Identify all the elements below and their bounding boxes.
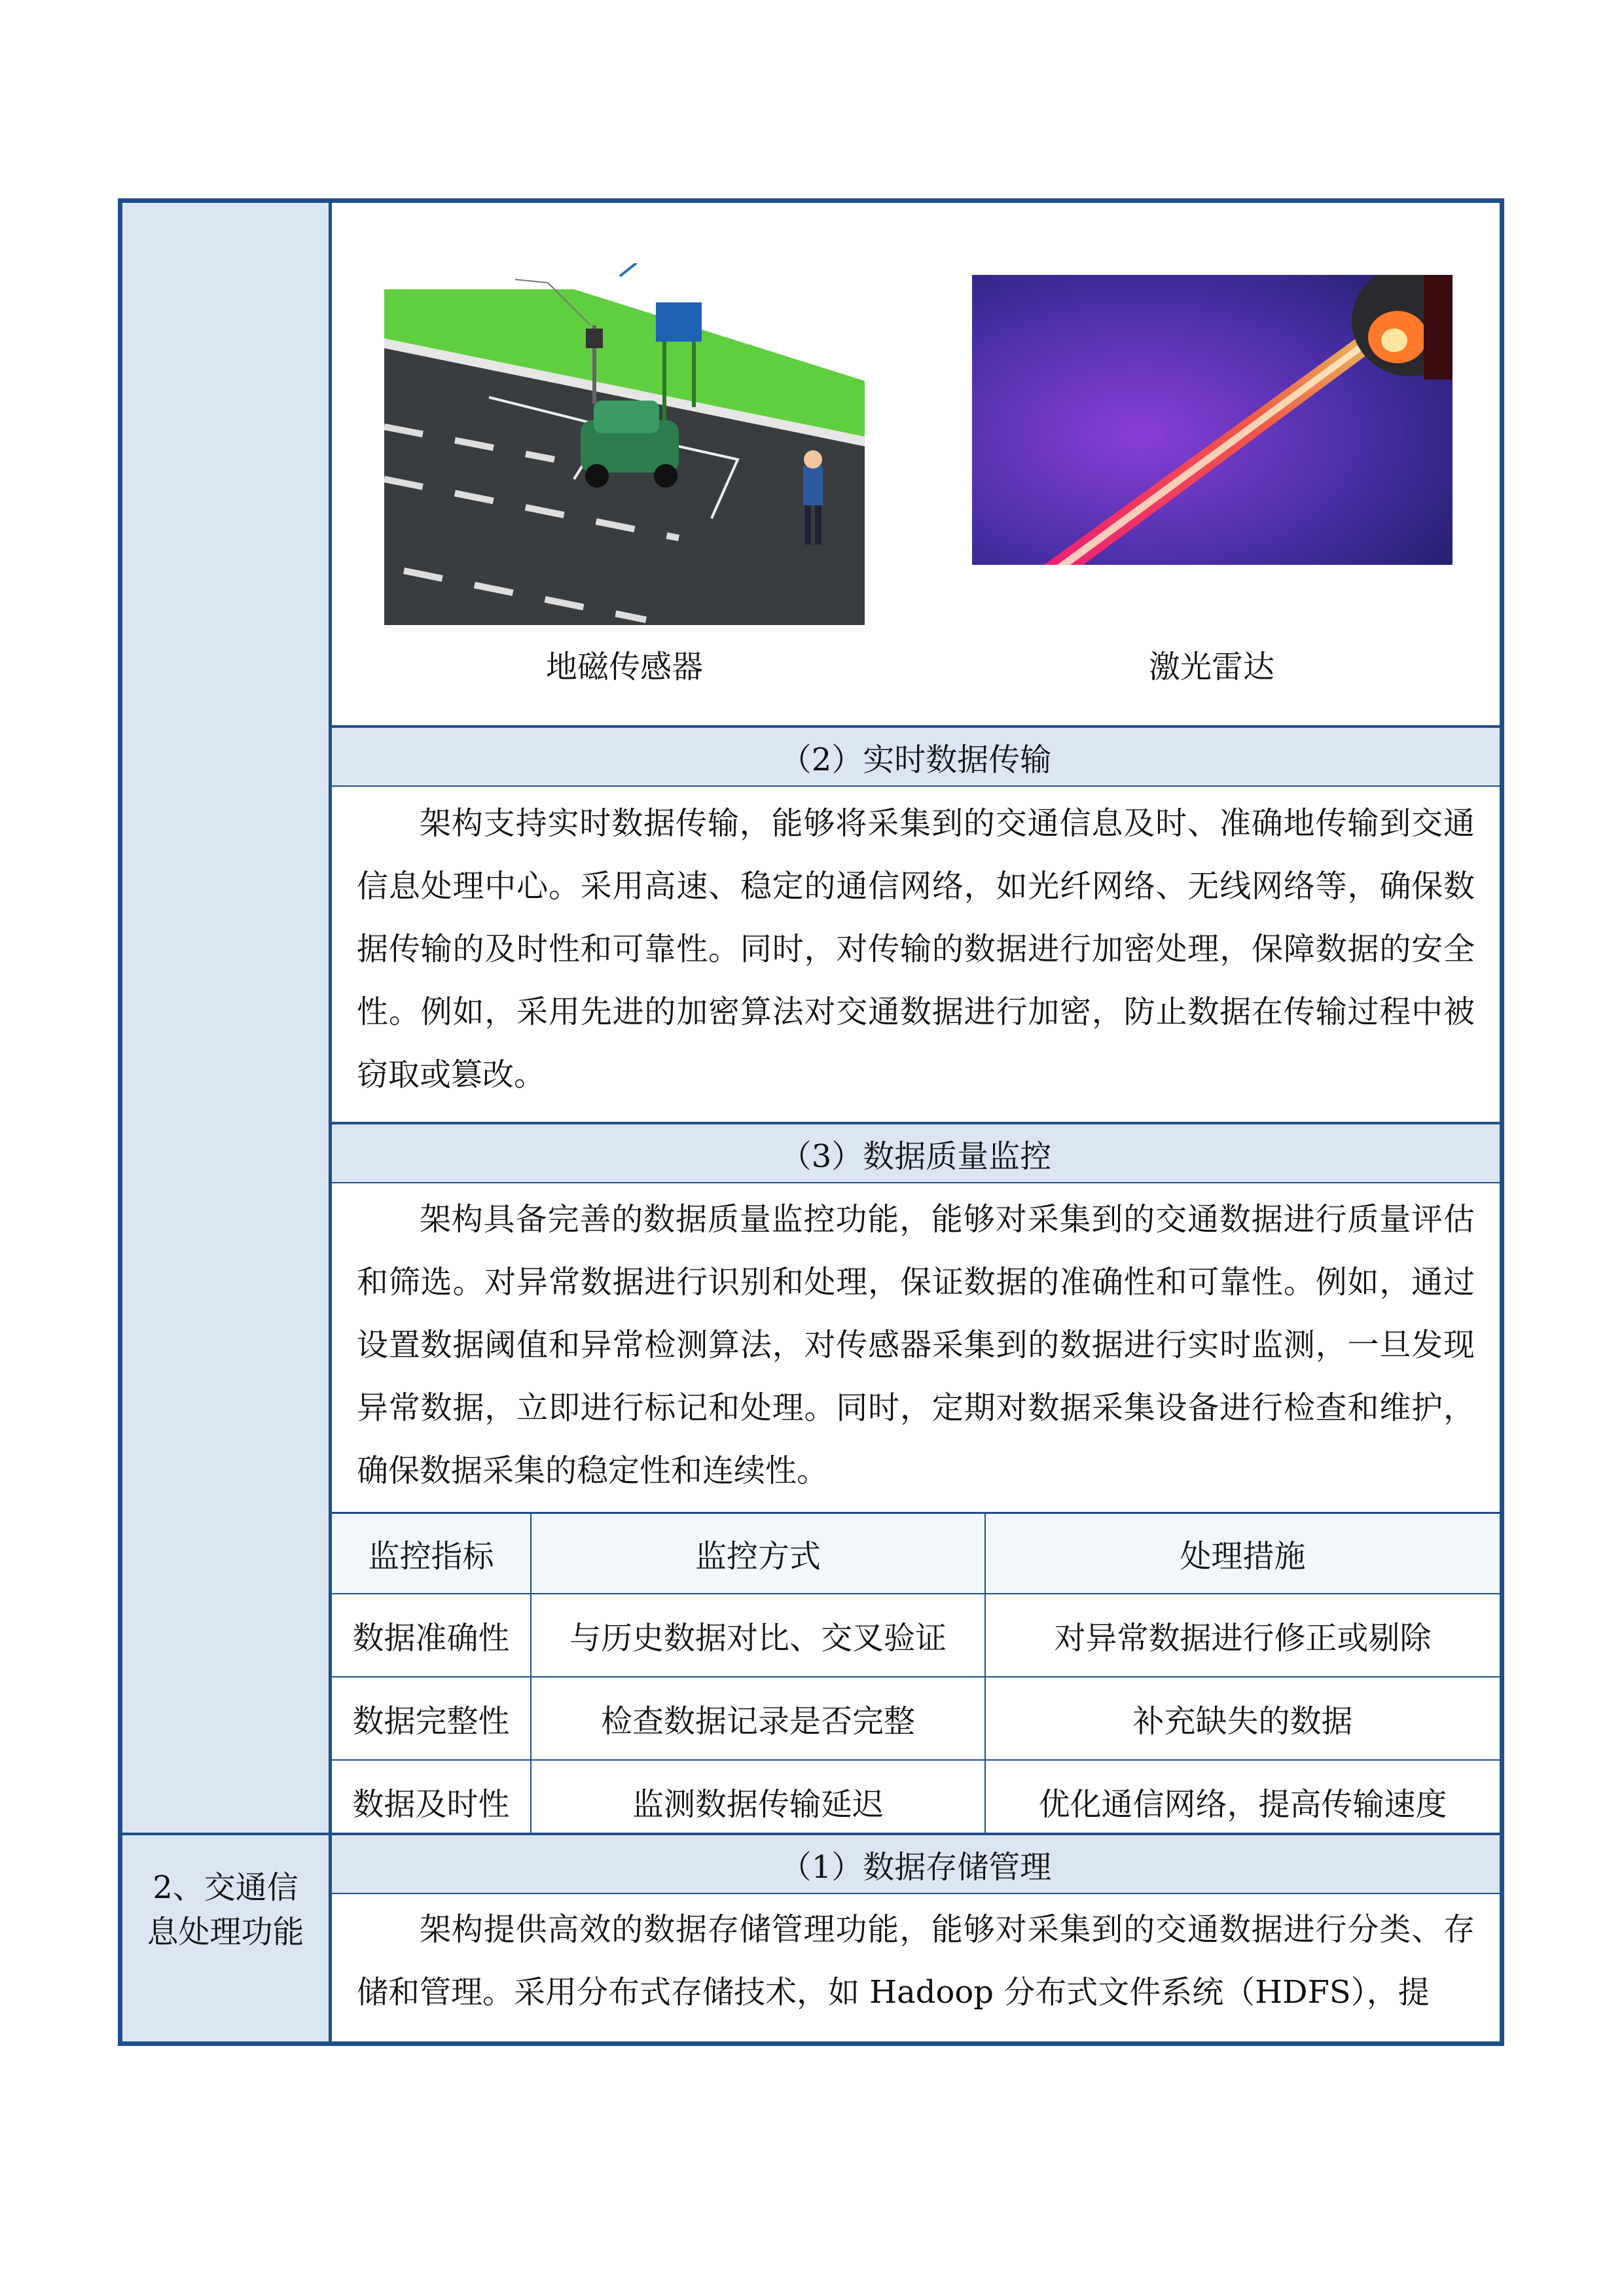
table-header-cell: 监控方式 — [531, 1514, 985, 1594]
laser-lidar-image — [972, 275, 1453, 565]
right-content-column — [332, 203, 1500, 2041]
paragraph-quality: 架构具备完善的数据质量监控功能，能够对采集到的交通数据进行质量评估和筛选。对异常数据进行识别和处理，保证数据的准确性和可靠性。例如，通过设置数据阈值和异常检测算法，对传感器采集到的数据进行实时监测，一旦发现异常数据，立即进行标记和处理。同时，定期对数据采集设备进行检查和维护，确保数据采集的稳定性和连续性。 — [357, 1201, 1475, 1489]
table-header-cell: 处理措施 — [985, 1514, 1500, 1594]
section-header-storage: （1）数据存储管理 — [332, 1835, 1500, 1893]
image-caption-lidar: 激光雷达 — [1148, 649, 1274, 685]
table-header-row — [332, 1514, 1500, 1594]
table-cell: 检查数据记录是否完整 — [531, 1677, 985, 1760]
paragraph-storage: 架构提供高效的数据存储管理功能，能够对采集到的交通数据进行分类、存储和管理。采用分布式存储技术，如 Hadoop 分布式文件系统（HDFS），提 — [357, 1911, 1475, 2011]
table-row — [332, 1760, 1500, 1843]
divider — [332, 1893, 1500, 1894]
table-cell: 优化通信网络，提高传输速度 — [985, 1760, 1500, 1843]
divider — [332, 1182, 1500, 1183]
content-table-frame — [118, 198, 1504, 2046]
table-header-cell: 监控指标 — [332, 1514, 531, 1594]
table-cell: 数据及时性 — [332, 1760, 531, 1843]
table-cell: 与历史数据对比、交叉验证 — [531, 1594, 985, 1677]
table-row — [332, 1594, 1500, 1677]
table-cell: 对异常数据进行修正或剔除 — [985, 1594, 1500, 1677]
left-category-column — [122, 203, 332, 2041]
image-caption-sensor: 地磁传感器 — [545, 649, 703, 685]
table-cell: 监测数据传输延迟 — [531, 1760, 985, 1843]
quality-monitoring-table — [332, 1514, 1500, 1844]
table-row — [332, 1677, 1500, 1760]
table-cell: 数据完整性 — [332, 1677, 531, 1760]
table-cell: 数据准确性 — [332, 1594, 531, 1677]
table-cell: 补充缺失的数据 — [985, 1677, 1500, 1760]
section-header-quality: （3）数据质量监控 — [332, 1124, 1500, 1182]
left-column-divider — [122, 1833, 329, 1835]
geomagnetic-sensor-image — [384, 263, 865, 625]
section-2-label: 2、交通信息处理功能 — [147, 1869, 304, 1950]
divider — [332, 785, 1500, 787]
paragraph-realtime: 架构支持实时数据传输，能够将采集到的交通信息及时、准确地传输到交通信息处理中心。采用高速、稳定的通信网络，如光纤网络、无线网络等，确保数据传输的及时性和可靠性。同时，对传输的数据进行加密处理，保障数据的安全性。例如，采用先进的加密算法对交通数据进行加密，防止数据在传输过程中被窃取或篡改。 — [357, 805, 1475, 1093]
section-header-realtime: （2）实时数据传输 — [332, 728, 1500, 785]
